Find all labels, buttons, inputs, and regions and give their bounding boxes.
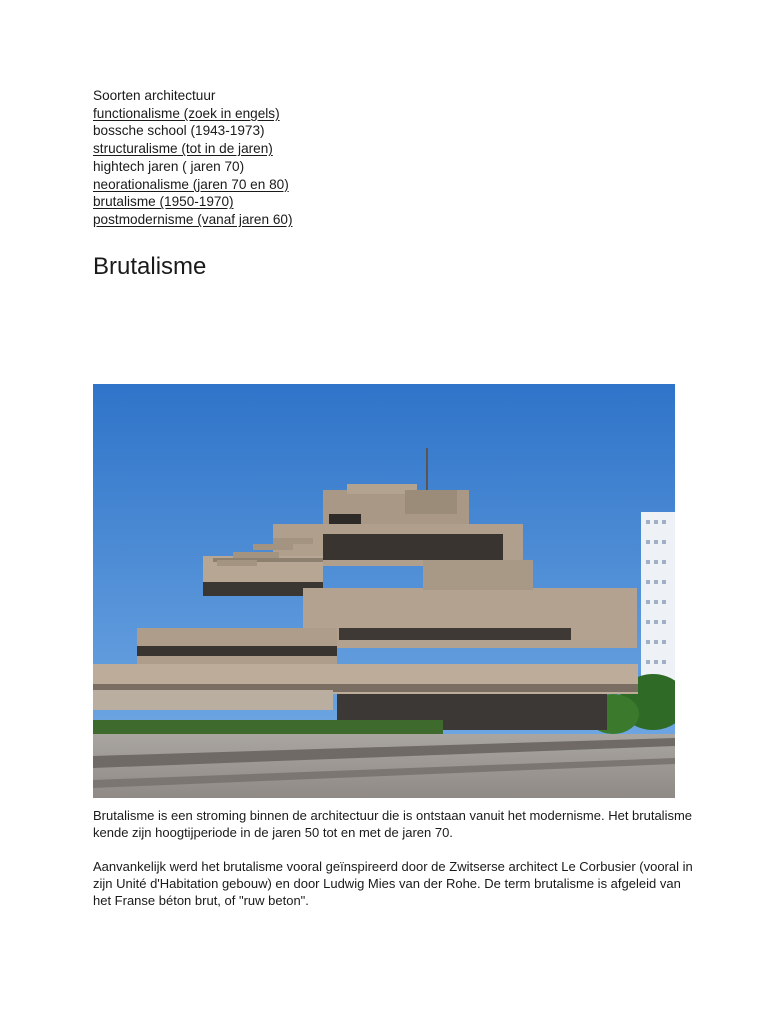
link-structuralisme[interactable]: structuralisme (tot in de jaren)	[93, 141, 273, 157]
page-title: Brutalisme	[93, 253, 207, 280]
link-neorationalisme[interactable]: neorationalisme (jaren 70 en 80)	[93, 176, 289, 192]
brutalist-building-photo	[93, 384, 675, 798]
list-item-bossche-school: bossche school (1943-1973)	[93, 123, 265, 139]
list-heading: Soorten architectuur	[93, 88, 216, 103]
paragraph-origins: Aanvankelijk werd het brutalisme vooral geïnspireerd door de Zwitserse architect Le Corbusier (vooral in zijn Unité d'Habitation gebouw) en door Ludwig Mies van der Rohe. De term brutalisme is afgeleid van het Franse béton brut, of "ruw beton".	[93, 859, 693, 908]
link-brutalisme[interactable]: brutalisme (1950-1970)	[93, 194, 234, 210]
architecture-types-list	[93, 87, 292, 229]
list-item-hightech: hightech jaren ( jaren 70)	[93, 158, 245, 174]
link-postmodernisme[interactable]: postmodernisme (vanaf jaren 60)	[93, 211, 293, 227]
body-text	[93, 807, 693, 926]
paragraph-intro: Brutalisme is een stroming binnen de architectuur die is ontstaan vanuit het modernisme. Het brutalisme kende zijn hoogtijperiode in de jaren 50 tot en met de jaren 70.	[93, 808, 693, 840]
link-functionalisme[interactable]: functionalisme (zoek in engels)	[93, 105, 280, 121]
